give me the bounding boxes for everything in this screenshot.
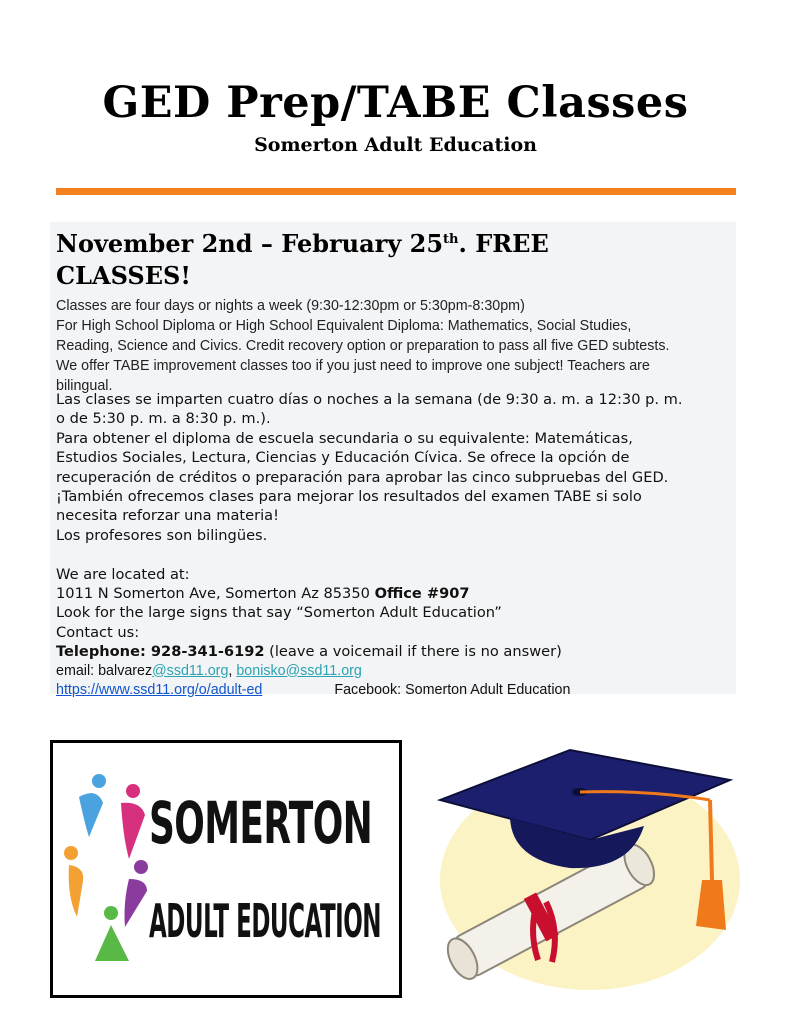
email-separator: , [228,662,237,679]
spanish-line: o de 5:30 p. m. a 8:30 p. m.). [56,410,271,428]
phone-line [56,642,746,661]
email-label: email: balvarez [56,662,153,679]
address-line [56,584,746,603]
date-headline [56,228,736,292]
spanish-line: ¡También ofrecemos clases para mejorar los resultados del examen TABE si solo [56,488,642,506]
spanish-line: Las clases se imparten cuatro días o noches a la semana (de 9:30 a. m. a 12:30 p. m. [56,391,683,408]
email-link-2[interactable]: bonisko@ssd11.org [236,662,362,679]
website-link[interactable]: https://www.ssd11.org/o/adult-ed [56,682,263,699]
logo-adult-education-text: ADULT EDUCATION [149,894,382,948]
page-subtitle: Somerton Adult Education [254,134,537,156]
headline-sup: th [443,232,459,247]
english-line: Classes are four days or nights a week (9:30-12:30pm or 5:30pm-8:30pm) [56,298,525,314]
phone-note: (leave a voicemail if there is no answer) [264,643,562,661]
office-number: Office #907 [374,585,470,603]
contact-intro: Contact us: [56,623,140,641]
english-line: For High School Diploma or High School Equivalent Diploma: Mathematics, Social Studies, [56,318,632,334]
signs-note: Look for the large signs that say “Somerton Adult Education” [56,604,502,622]
spanish-line: Los profesores son bilingües. [56,526,268,544]
headline-dates: November 2nd – February 25 [56,229,444,258]
orange-divider [56,188,736,195]
english-line: bilingual. [56,378,113,394]
spanish-line: Estudios Sociales, Lectura, Ciencias y Educación Cívica. Se ofrece la opción de [56,449,630,467]
graduation-cap-diploma-icon [420,730,740,1000]
headline-classes: CLASSES! [56,261,191,290]
somerton-logo [50,740,402,998]
location-intro: We are located at: [56,565,190,583]
logo-somerton-text: SOMERTON [149,789,373,857]
page-title: GED Prep/TABE Classes [102,78,689,128]
spanish-line: recuperación de créditos o preparación para aprobar las cinco subpruebas del GED. [56,468,669,486]
spanish-line: Para obtener el diploma de escuela secundaria o su equivalente: Matemáticas, [56,429,633,447]
people-figures-icon [59,767,159,967]
headline-free: . FREE [458,229,549,258]
address: 1011 N Somerton Ave, Somerton Az 85350 [56,585,375,603]
english-line: We offer TABE improvement classes too if you just need to improve one subject! Teachers are [56,358,650,374]
email-line [56,662,746,681]
facebook-text: Facebook: Somerton Adult Education [334,682,571,699]
spanish-line: necesita reforzar una materia! [56,507,279,525]
email-link-1[interactable]: @ssd11.org [152,662,229,679]
spacer [56,545,746,564]
spanish-description [56,390,746,700]
web-line [56,681,746,700]
phone-number: Telephone: 928-341-6192 [56,643,265,661]
english-description [56,296,736,396]
english-line: Reading, Science and Civics. Credit recovery option or preparation to pass all five GED subtests. [56,338,670,354]
